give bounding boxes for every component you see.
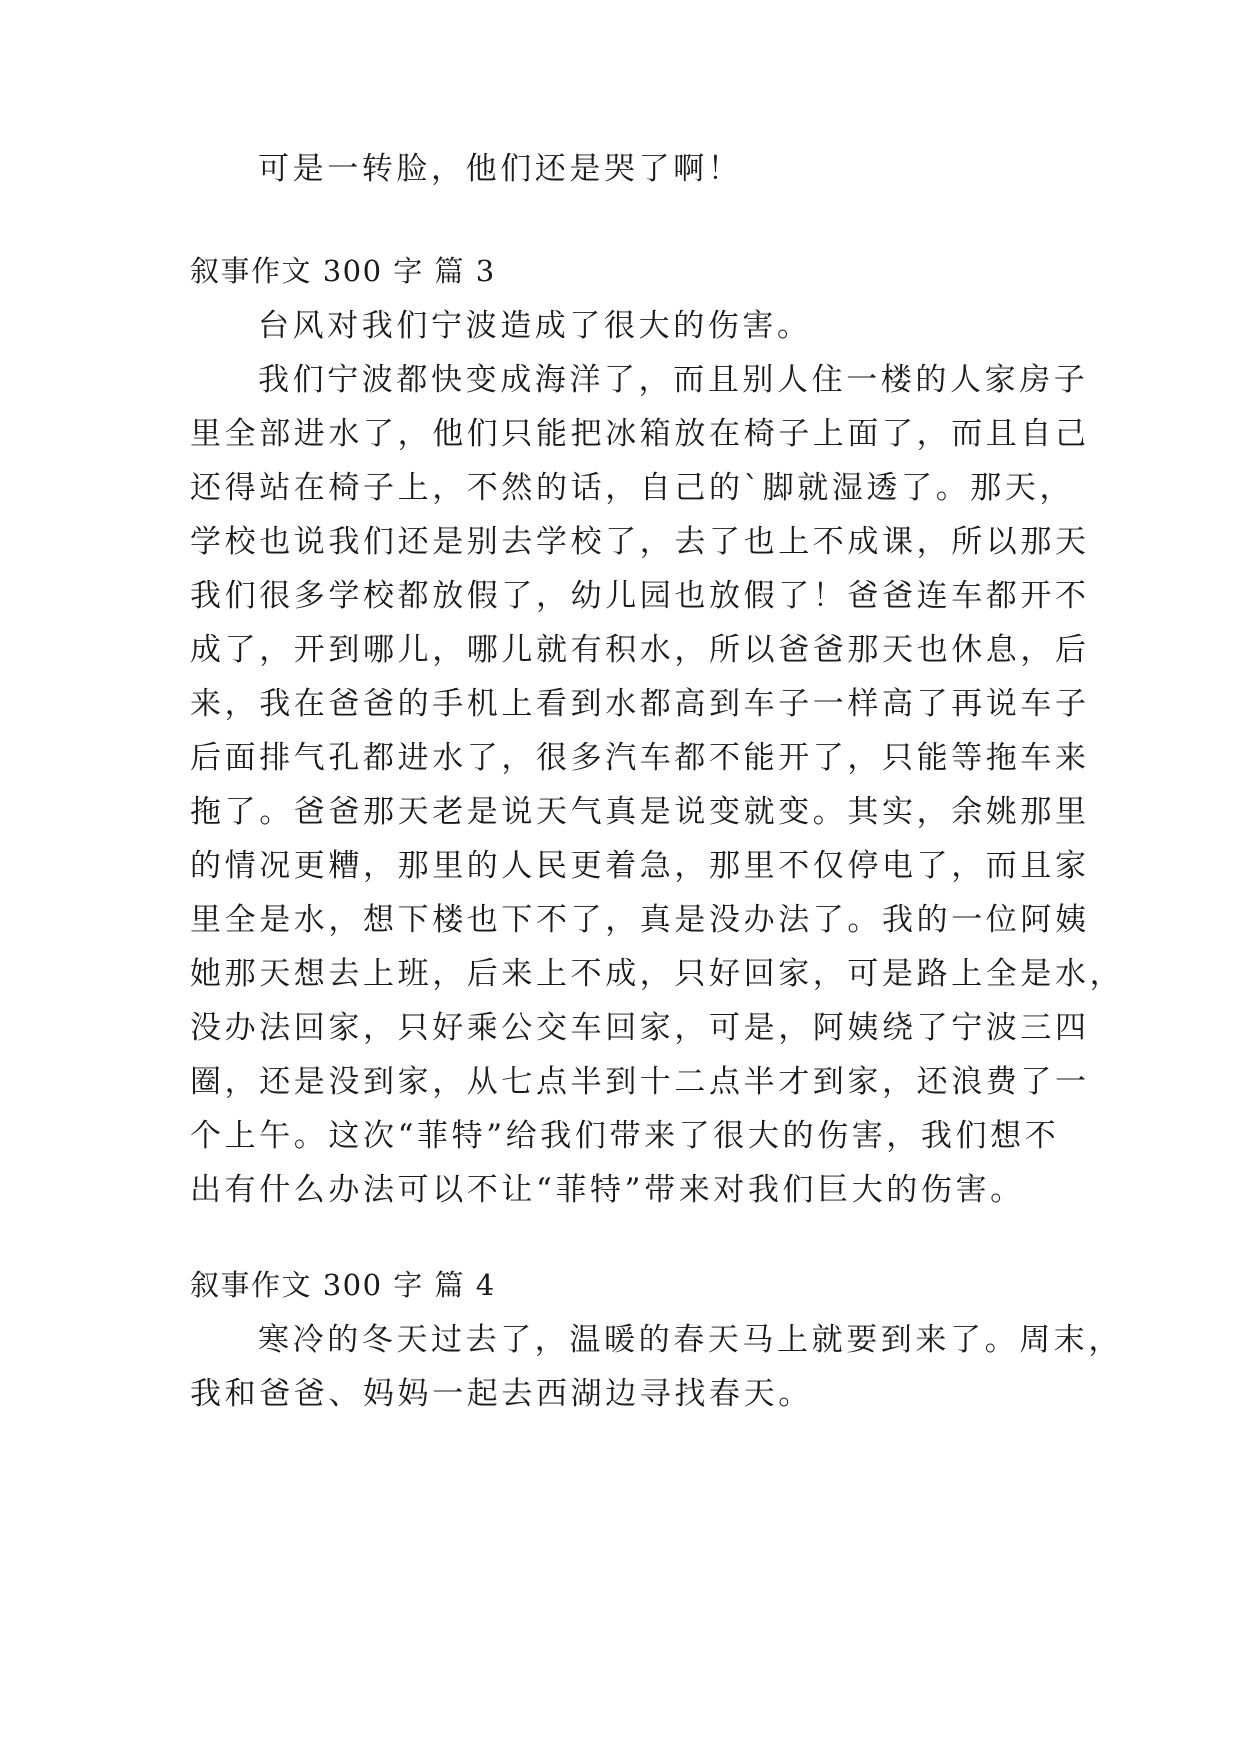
section-heading-4: 叙事作文 300 字 篇 4 [190, 1268, 496, 1302]
paragraph-line: 台风对我们宁波造成了很大的伤害。 [258, 308, 812, 344]
paragraph-line: 没办法回家，只好乘公交车回家，可是，阿姨绕了宁波三四 [190, 1010, 1090, 1046]
paragraph-line: 我们宁波都快变成海洋了，而且别人住一楼的人家房子 [258, 362, 1089, 398]
paragraph-line: 学校也说我们还是别去学校了，去了也上不成课，所以那天 [190, 524, 1090, 560]
paragraph-line: 可是一转脸，他们还是哭了啊！ [258, 151, 743, 187]
paragraph-line: 里全部进水了，他们只能把冰箱放在椅子上面了，而且自己 [190, 416, 1090, 452]
section-heading-3: 叙事作文 300 字 篇 3 [190, 254, 496, 288]
paragraph-line: 寒冷的冬天过去了，温暖的春天马上就要到来了。周末， [258, 1322, 1123, 1358]
paragraph-line: 里全是水，想下楼也下不了，真是没办法了。我的一位阿姨 [190, 902, 1090, 938]
paragraph-line: 圈，还是没到家，从七点半到十二点半才到家，还浪费了一 [190, 1064, 1090, 1100]
paragraph-line: 出有什么办法可以不让“菲特”带来对我们巨大的伤害。 [190, 1172, 1025, 1208]
paragraph-line: 来，我在爸爸的手机上看到水都高到车子一样高了再说车子 [190, 686, 1090, 722]
paragraph-line: 还得站在椅子上，不然的话，自己的`脚就湿透了。那天， [190, 470, 1075, 506]
paragraph-line: 的情况更糟，那里的人民更着急，那里不仅停电了，而且家 [190, 848, 1090, 884]
paragraph-line: 后面排气孔都进水了，很多汽车都不能开了，只能等拖车来 [190, 740, 1090, 776]
paragraph-line: 我们很多学校都放假了，幼儿园也放假了！爸爸连车都开不 [190, 578, 1090, 614]
paragraph-line: 拖了。爸爸那天老是说天气真是说变就变。其实，余姚那里 [190, 794, 1090, 830]
paragraph-line: 成了，开到哪儿，哪儿就有积水，所以爸爸那天也休息，后 [190, 632, 1090, 668]
paragraph-line: 她那天想去上班，后来上不成，只好回家，可是路上全是水， [190, 956, 1125, 992]
paragraph-line: 我和爸爸、妈妈一起去西湖边寻找春天。 [190, 1376, 813, 1412]
paragraph-line: 个上午。这次“菲特”给我们带来了很大的伤害，我们想不 [190, 1118, 1060, 1154]
